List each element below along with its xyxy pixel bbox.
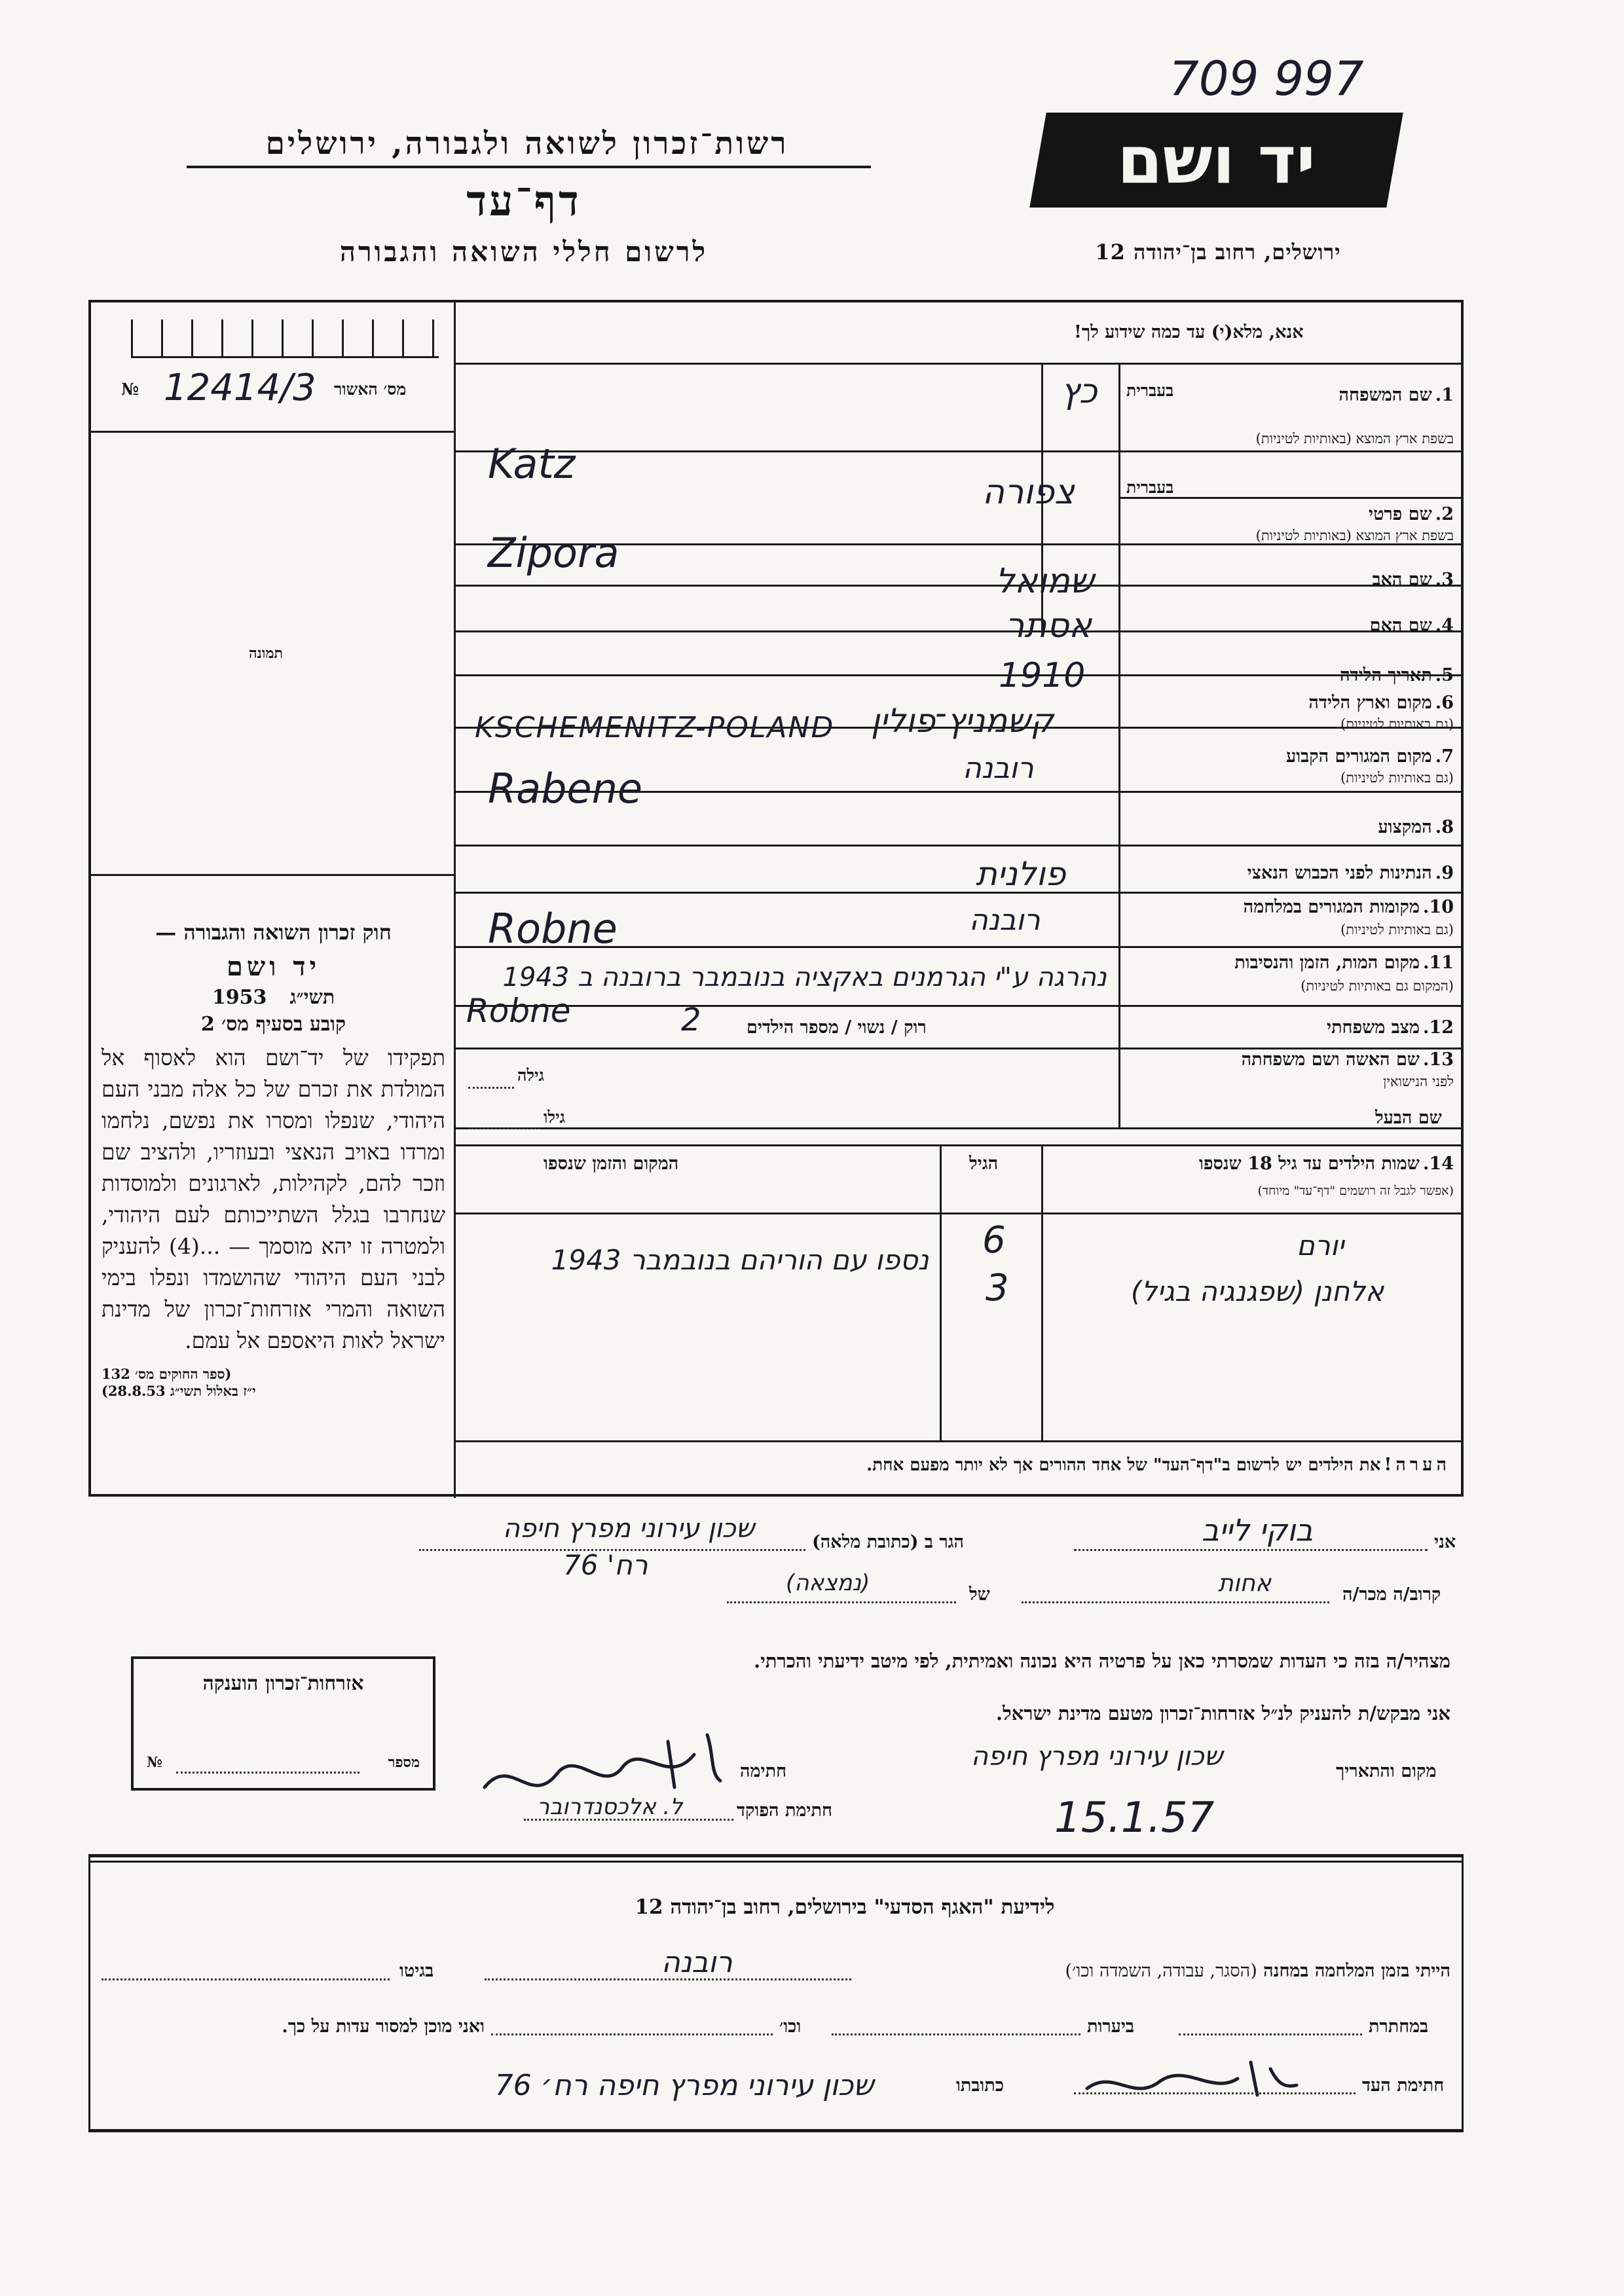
approval-label: מס׳ האשור xyxy=(334,380,407,399)
child-1-name: יורם xyxy=(1297,1230,1344,1262)
footer-camp-label: הייתי בזמן המלחמה במחנה (הסגר, עבודה, השמדה וכו׳) xyxy=(1065,1961,1450,1981)
children-place-header: המקום והזמן שנספו xyxy=(544,1154,679,1174)
footer-forests-dots xyxy=(832,2033,1080,2035)
field-birthplace-sub: (גם באותיות לטיניות) xyxy=(1340,716,1454,732)
residence-hebrew-value: רובנה xyxy=(963,752,1034,785)
child-1-place: נספו עם הוריהם בנובמבר 1943 xyxy=(551,1244,929,1276)
children-header-bottom xyxy=(454,1212,1464,1214)
surname-hebrew-value: כץ xyxy=(1061,372,1098,411)
declaration-request: אני מבקש/ת להעניק לנ״ל אזרחות־זכרון מטעם מדינת ישראל. xyxy=(996,1702,1450,1724)
approval-prefix: № xyxy=(121,380,139,399)
photo-label: תמונה xyxy=(249,645,283,662)
signature-label: חתימה xyxy=(740,1761,787,1781)
footer-address-value: שכון עירוני מפרץ חיפה רח׳ 76 xyxy=(494,2069,874,2102)
footer-top-double xyxy=(88,1861,1464,1863)
approval-tick-baseline xyxy=(131,356,439,358)
children-age-header: הגיל xyxy=(969,1154,999,1174)
children-age-col-right xyxy=(1041,1144,1043,1440)
stamp-number-prefix: № xyxy=(147,1754,162,1771)
law-ref-2: י״ז באלול תשי״ג 28.8.53) xyxy=(101,1383,256,1399)
field-surname-sub: בשפת ארץ המוצא (באותיות לטיניות) xyxy=(1255,431,1454,446)
surname-latin-value: Katz xyxy=(488,440,576,488)
relation-value: אחות xyxy=(1218,1570,1272,1597)
left-column-divider xyxy=(454,300,456,1498)
footer-witness-label: חתימת העד xyxy=(1362,2075,1445,2096)
field-birthplace-label: 6. מקום וארץ הלידה xyxy=(1308,693,1454,713)
law-body: תפקידו של יד־ושם הוא לאסוף אל המולדת את זכרם של כל אלה מבני העם היהודי, שנפלו ומסרו את נפשם, נלחמו ומרדו באויב הנאצי ובעוזריו, ולהציב שם וזכר להם, לקהילות, לארגונים ולמוסדות שנחרבו בגלל השתייכותם לעם היהודי, ולמטרה זו יהא מוסמך — ...(4) להעניק לבני העם היהודי שהושמדו ונפלו בימי השואה והמרי אזרחות־זכרון של מדינת ישראל לאות היאספם אל עמם. xyxy=(101,1045,445,1353)
footer-forests-label: ביערות xyxy=(1087,2016,1135,2037)
children-count-value: 2 xyxy=(681,1002,701,1038)
child-1-age: 6 xyxy=(982,1219,1006,1262)
children-title: 14. שמות הילדים עד גיל 18 שנספו xyxy=(1198,1154,1454,1174)
witness-signature-footer xyxy=(1074,2049,1310,2108)
footer-ghetto-label: בגיטו xyxy=(399,1961,434,1981)
stamp-number-dots xyxy=(176,1772,360,1774)
child-2-name: אלחנן (שפגנגיה בגיל) xyxy=(1130,1275,1384,1307)
birthplace-latin-value: KSCHEMENITZ-POLAND xyxy=(475,711,835,744)
footer-camp-value: רובנה xyxy=(661,1946,733,1979)
row-line-9 xyxy=(454,892,1464,894)
handwritten-archive-number: 709 997 xyxy=(1169,51,1364,106)
declaration-address-extra: רח' 76 xyxy=(563,1549,648,1581)
field-wartime-residence-label: 10. מקומות המגורים במלחמה xyxy=(1243,897,1454,917)
intro-row-bottom xyxy=(454,363,1464,365)
footer-etc-label: וכו׳ xyxy=(779,2016,802,2037)
declaration-date: 15.1.57 xyxy=(1054,1794,1215,1842)
row-line-8 xyxy=(454,845,1464,847)
field-death-label: 11. מקום המות, הזמן והנסיבות xyxy=(1234,953,1454,973)
field-wife-label: 13. שם האשה ושם משפחתה xyxy=(1241,1049,1454,1070)
law-box-top xyxy=(88,874,455,876)
approval-tickmarks xyxy=(131,319,439,357)
relation-label: קרוב/ה מכר/ה xyxy=(1342,1584,1441,1605)
declaration-address: שכון עירוני מפרץ חיפה xyxy=(502,1514,755,1544)
row-line-1 xyxy=(454,450,1464,452)
stamp-number-label: מספר xyxy=(388,1754,420,1771)
field-birthdate-label: 5. תאריך הלידה xyxy=(1340,665,1454,685)
wife-age-label: גילה xyxy=(517,1066,544,1085)
row-line-13 xyxy=(454,1127,1464,1129)
officer-signature-label: חתימת הפוקד xyxy=(737,1800,832,1821)
law-ref-1: (ספר החוקים מס׳ 132 xyxy=(101,1366,232,1382)
field-first-name-hebrew-label: בעברית xyxy=(1126,478,1174,497)
declaration-residing-label: הגר ב (כתובת מלאה) xyxy=(812,1532,965,1552)
declaration-place: שכון עירוני מפרץ חיפה xyxy=(970,1741,1223,1772)
field-death-sub: (המקום גם באותיות לטיניות) xyxy=(1301,978,1454,994)
child-2-age: 3 xyxy=(986,1267,1009,1309)
footer-underground-label: במחתרת xyxy=(1369,2016,1429,2037)
declaration-affirm: מצהיר/ה בזה כי העדות שמסרתי כאן על פרטיה היא נכונה ואמיתית, לפי מיטב ידיעתי והכרתי. xyxy=(754,1650,1450,1672)
approval-box-bottom xyxy=(88,431,455,433)
field-residence-sub: (גם באותיות לטיניות) xyxy=(1340,770,1454,786)
of-value: (נמצאה) xyxy=(786,1570,870,1596)
field-wife-sub: לפני הנישואין xyxy=(1383,1074,1454,1089)
field-first-name-sub: בשפת ארץ המוצא (באותיות לטיניות) xyxy=(1255,528,1454,543)
field-surname-label: 1. שם המשפחה xyxy=(1338,385,1454,405)
relation-dots xyxy=(1022,1601,1329,1603)
field-nationality-label: 9. הנתינות לפני הכבוש הנאצי xyxy=(1247,863,1454,883)
birthplace-hebrew-value: קשמניץ־פולין xyxy=(871,702,1054,740)
footer-left-edge xyxy=(88,1854,90,2132)
death-latin-value: Robne xyxy=(466,992,571,1030)
footer-right-edge xyxy=(1462,1854,1464,2132)
authority-underline xyxy=(187,166,871,168)
footer-ghetto-dots xyxy=(101,1978,390,1980)
form-intro: אנא, מלא(י) עד כמה שידוע לך! xyxy=(1074,322,1304,342)
of-label: של xyxy=(969,1584,990,1605)
field-profession-label: 8. המקצוע xyxy=(1378,817,1454,837)
field-father-label: 3. שם האב xyxy=(1372,570,1454,590)
law-box xyxy=(101,920,445,1400)
row-line-14 xyxy=(454,1144,1464,1146)
children-age-col-left xyxy=(940,1144,942,1440)
marital-status-options: רוק / נשוי / מספר הילדים xyxy=(747,1017,927,1038)
authority-title: רשות־זכרון לשואה ולגבורה, ירושלים xyxy=(265,126,789,162)
declaration-i-label: אני xyxy=(1434,1532,1456,1552)
footer-notice: לידיעת "האגף הסדעי" בירושלים, רחוב בן־יהודה 12 xyxy=(635,1895,1055,1919)
residence-latin-value: Rabene xyxy=(488,765,643,812)
place-date-label: מקום והתאריך xyxy=(1336,1761,1437,1781)
children-table-bottom xyxy=(454,1440,1464,1442)
law-title: חוק זכרון השואה והגבורה — xyxy=(155,920,392,945)
yad-vashem-logo xyxy=(1029,113,1403,208)
stamp-box-title: אזרחות־זכרון הוענקה xyxy=(202,1672,364,1695)
approval-number: 12414/3 xyxy=(164,367,316,409)
nationality-value: פולנית xyxy=(976,855,1066,893)
footer-testimony-label: ואני מוכן למסור עדות על כך. xyxy=(282,2016,485,2037)
husband-age-dots xyxy=(468,1127,540,1129)
declaration-name: בוקי לייב xyxy=(1202,1512,1313,1548)
yad-vashem-address: ירושלים, רחוב בן־יהודה 12 xyxy=(1095,240,1341,264)
field-marital-label: 12. מצב משפחתי xyxy=(1327,1017,1454,1038)
of-dots xyxy=(727,1601,956,1603)
wartime-residence-latin-value: Robne xyxy=(488,905,618,953)
birthdate-value: 1910 xyxy=(999,656,1086,695)
father-value: שמואל xyxy=(995,562,1094,601)
first-name-hebrew-value: צפורה xyxy=(982,473,1075,512)
memorial-citizenship-box xyxy=(131,1656,435,1791)
law-year-row: תשי״ג 1953 xyxy=(212,986,335,1009)
form-title: דף־עד xyxy=(466,177,581,226)
first-name-latin-value: Zipora xyxy=(488,529,619,577)
children-note-row: הערה! את הילדים יש לרשום ב"דף־העד" של אחד ההורים אך לא יותר מפעם אחת. xyxy=(866,1455,1450,1475)
declaration-name-dots xyxy=(1074,1549,1428,1551)
officer-signature: ל. אלכסנדרובר xyxy=(537,1794,683,1820)
footer-address-label: כתובתו xyxy=(956,2075,1004,2096)
field-first-name-label: 2. שם פרטי xyxy=(1369,504,1454,524)
field-husband-label: שם הבעל xyxy=(1375,1108,1442,1128)
death-hebrew-value: נהרגה ע"י הגרמנים באקציה בנובמבר ברובנה ב 1943 xyxy=(502,962,1107,993)
field-residence-label: 7. מקום המגורים הקבוע xyxy=(1285,746,1454,767)
field-surname-hebrew-label: בעברית xyxy=(1126,381,1174,400)
footer-etc-dots xyxy=(491,2033,773,2035)
label-column-divider xyxy=(1118,363,1120,1127)
law-org: יד ושם xyxy=(226,951,321,982)
footer-underground-dots xyxy=(1179,2033,1362,2035)
wife-age-dots xyxy=(468,1087,514,1089)
husband-age-label: גילו xyxy=(544,1108,565,1127)
law-section: קובע בסעיף מס׳ 2 xyxy=(200,1013,346,1036)
field-mother-label: 4. שם האם xyxy=(1369,615,1454,636)
wartime-residence-hebrew-value: רובנה xyxy=(969,903,1041,937)
mother-value: אסתר xyxy=(1005,606,1092,646)
form-subtitle: לרשום חללי השואה והגבורה xyxy=(339,236,709,268)
witness-signature xyxy=(471,1715,733,1807)
logo-text: יד ושם xyxy=(1117,122,1316,198)
field-wartime-residence-sub: (גם באותיות לטיניות) xyxy=(1340,922,1454,938)
children-note: (אפשר לגבל זה רושמים "דף־עד" מיוחד) xyxy=(1257,1184,1454,1198)
row-line-11 xyxy=(454,1005,1464,1007)
